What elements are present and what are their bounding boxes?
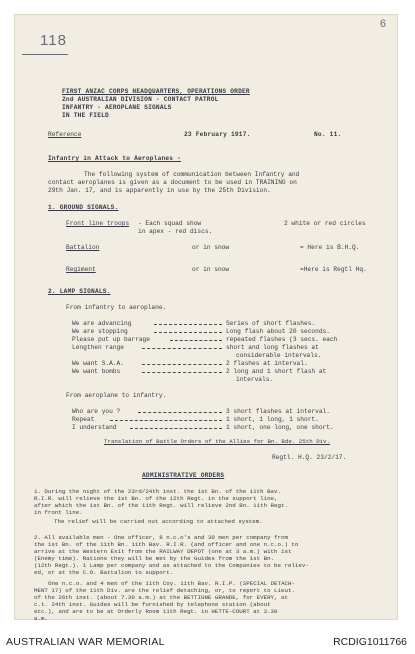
ground-meaning: = Here is B.H.Q. xyxy=(300,244,360,251)
admin-line: (12th Regt.). 1 Lamp per company and as attached to the Companies to be reliev- xyxy=(34,562,309,569)
lamp-message: I understand xyxy=(72,424,117,431)
lamp-signal: 2 long and 1 short flash at xyxy=(226,368,327,375)
lamp-message: Repeat xyxy=(72,416,95,423)
admin-line: in front line. xyxy=(34,509,83,516)
dash-leader xyxy=(170,340,222,342)
lamp-message: Lengthen range xyxy=(72,344,124,351)
handwritten-reference-number: 118 xyxy=(40,32,67,49)
dash-leader xyxy=(154,332,222,334)
ground-text: or in snow xyxy=(192,266,230,273)
reference-label: Reference xyxy=(48,131,82,138)
lamp-message: Please put up barrage xyxy=(72,336,150,343)
lamp-message: We are stopping xyxy=(72,328,128,335)
intro-line: 29th Jan. 17, and is apparently in use by the 25th Division. xyxy=(48,187,271,194)
ground-label: Front line troops xyxy=(66,220,130,227)
dash-leader xyxy=(142,372,222,374)
handwritten-page-number: 6 xyxy=(379,18,386,30)
lamp-signal: 1 short, 1 long, 1 short. xyxy=(226,416,319,423)
admin-line: 1. During the night of the 23rd/24th inst. the 1st Bn. of the 11th Bav. xyxy=(34,488,281,495)
dash-leader xyxy=(130,428,222,430)
subject-line: Infantry in Attack to Aeroplanes - xyxy=(48,155,182,162)
admin-line: 2. All available men - One officer, 8 n.c.o's and 30 men per company from xyxy=(34,534,288,541)
lamp-subheading: From aeroplane to infantry. xyxy=(66,392,167,399)
dash-leader xyxy=(110,420,222,422)
strike-mark xyxy=(22,54,68,55)
header-line-3: INFANTRY - AEROPLANE SIGNALS xyxy=(62,104,172,111)
lamp-message: We want S.A.A. xyxy=(72,360,124,367)
lamp-signal: 3 short flashes at interval. xyxy=(226,408,330,415)
signature-line: Regtl. H.Q. 23/2/17. xyxy=(272,454,347,461)
dash-leader xyxy=(142,364,222,366)
ground-meaning: 2 white or red circles xyxy=(284,220,366,227)
lamp-signal: short and long flashes at xyxy=(226,344,319,351)
document-page xyxy=(14,14,398,620)
admin-line: c.t. 24th inst. Guides will be furnished by telephone station (about xyxy=(34,601,271,608)
ground-text: - Each squad show xyxy=(138,220,202,227)
lamp-signal: considerable intervals. xyxy=(236,352,322,359)
lamp-signal: 1 short, one long, one short. xyxy=(226,424,334,431)
admin-line: of the 26th inst. (about 7.30 a.m.) at the BETTIGNE GRANDE, for EVERY, at xyxy=(34,594,288,601)
ground-label: Regiment xyxy=(66,266,96,273)
admin-line: the 1st Bn. of the 11th Bn. 11th Bav. R.I.R. (and officer and one n.c.o.) to xyxy=(34,541,299,548)
header-line-4: IN THE FIELD xyxy=(62,112,109,119)
lamp-signal: repeated flashes (3 secs. each xyxy=(226,336,338,343)
ground-label: Battalion xyxy=(66,244,100,251)
dash-leader xyxy=(142,348,222,350)
ground-text: or in snow xyxy=(192,244,230,251)
ground-meaning: =Here is Regtl Hq. xyxy=(300,266,367,273)
admin-line: after which the 1st Bn. of the 11th Regt. will relieve 2nd Bn. 11th Regt. xyxy=(34,502,288,509)
admin-title: ADMINISTRATIVE ORDERS xyxy=(142,472,225,479)
lamp-signal: 2 flashes at interval. xyxy=(226,360,308,367)
admin-line: etc.), and are to be at Orderly Room 11th Regt. in HETTE-COURT at 3.30 xyxy=(34,608,278,615)
document-date: 23 February 1917. xyxy=(184,131,251,138)
admin-line: One n.c.o. and 4 men of the 11th Coy. 11th Bav. R.I.P. (SPECIAL DETACH- xyxy=(48,580,295,587)
admin-line: The relief will be carried out according to attached system. xyxy=(54,518,263,525)
section-1-title: 1. GROUND SIGNALS. xyxy=(48,204,119,211)
document-number: No. 11. xyxy=(314,131,342,138)
lamp-signal: Long flash about 20 seconds. xyxy=(226,328,330,335)
admin-line: a.m. xyxy=(34,615,48,620)
section-2-title: 2. LAMP SIGNALS. xyxy=(48,288,111,295)
admin-line: R.I.R. will relieve the 1st Bn. of the 12th Regt. in the support line, xyxy=(34,495,278,502)
archive-footer xyxy=(0,628,415,654)
header-line-1: FIRST ANZAC CORPS HEADQUARTERS, OPERATIONS ORDER xyxy=(62,88,250,95)
dash-leader xyxy=(138,412,222,414)
ground-text: in apex - red discs. xyxy=(138,228,213,235)
archive-reference: RCDIG1011766 xyxy=(333,636,407,648)
admin-line: arrive at the Western Exit from the RAILWAY DEPOT (one at 3 a.m.) with 1st xyxy=(34,548,292,555)
lamp-subheading: From infantry to aeroplane. xyxy=(66,304,167,311)
header-line-2: 2nd AUSTRALIAN DIVISION - CONTACT PATROL xyxy=(62,96,219,103)
intro-line: contact aeroplanes is given as a document to be used in TRAINING on xyxy=(48,179,297,186)
lamp-message: We want bombs xyxy=(72,368,121,375)
admin-line: ed, or at the C.O. Battalion to support. xyxy=(34,569,174,576)
admin-line: MENT 17) of the 11th Div. are the relief detaching, or, to report to Lieut. xyxy=(34,587,295,594)
archive-name: AUSTRALIAN WAR MEMORIAL xyxy=(6,636,165,648)
translation-note: Translation of Battle Orders of the Allies for Bn. Bde. 25th Div. xyxy=(104,438,331,445)
lamp-message: We are advancing xyxy=(72,320,132,327)
lamp-signal: Series of short flashes. xyxy=(226,320,316,327)
dash-leader xyxy=(154,324,222,326)
lamp-signal: intervals. xyxy=(236,376,274,383)
admin-line: (Enemy time). Rations they will be met by the Guides from the 1st Bn. xyxy=(34,555,275,562)
lamp-message: Who are you ? xyxy=(72,408,121,415)
intro-line: The following system of communication between Infantry and xyxy=(84,171,300,178)
